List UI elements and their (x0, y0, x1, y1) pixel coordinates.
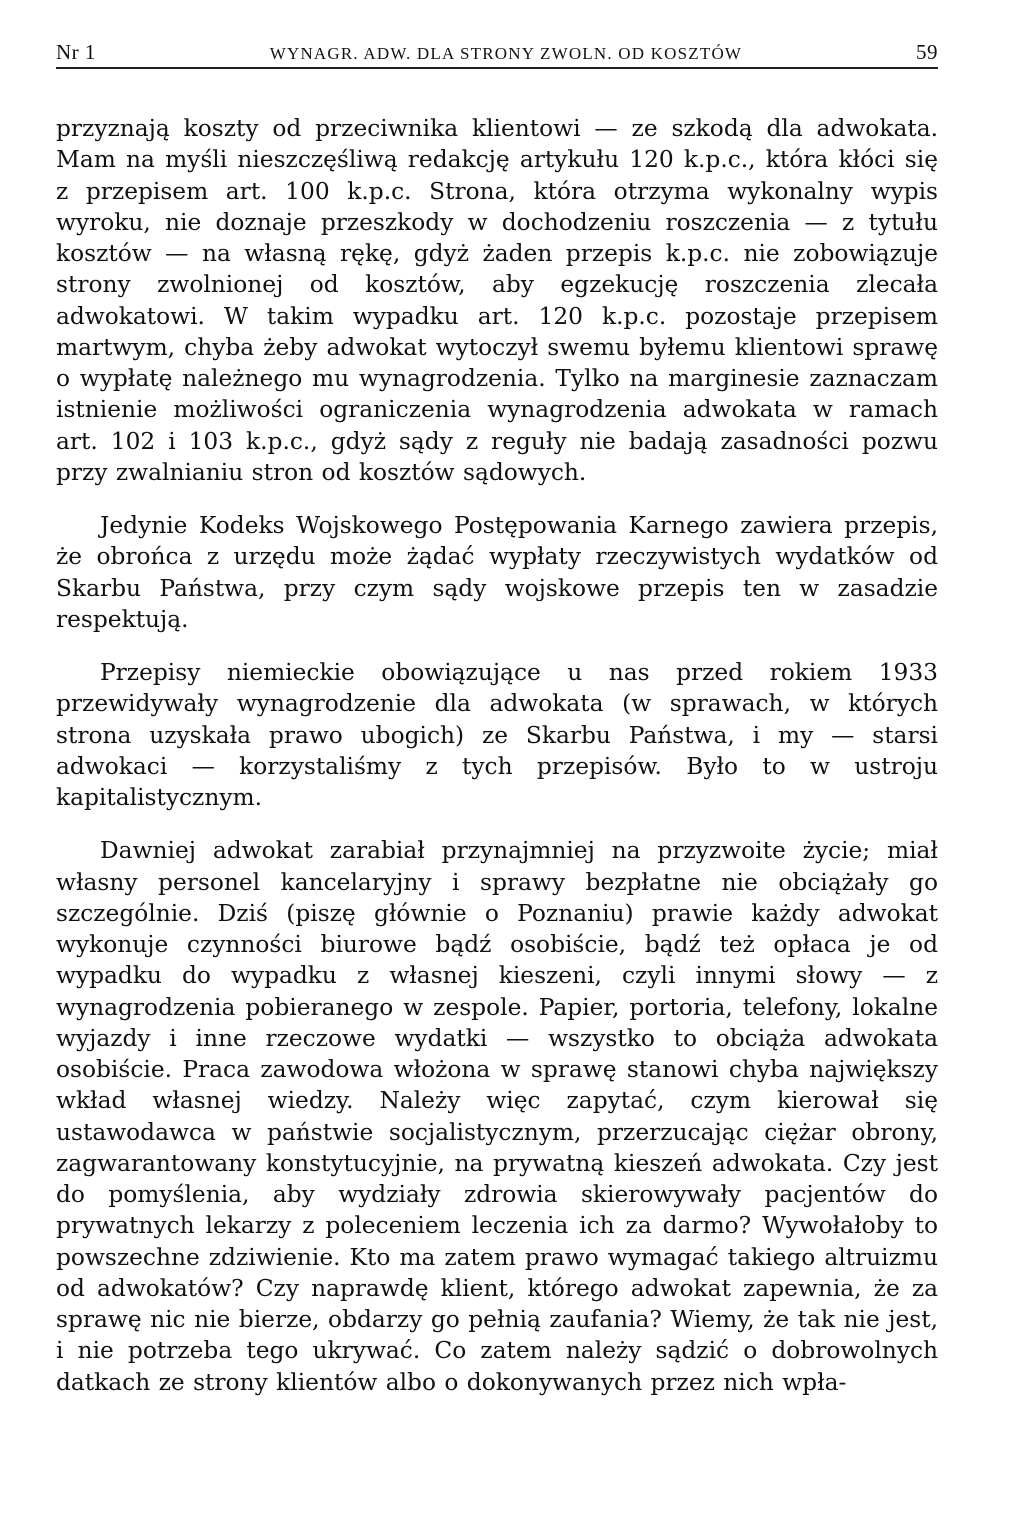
issue-number: Nr 1 (56, 40, 96, 64)
document-page (56, 40, 938, 1420)
paragraph-3: Przepisy niemieckie obowiązujące u nas przed rokiem 1933 przewidywały wynagrodzenie dla adwokata (w sprawach, w których strona uzyskała prawo ubogich) ze Skarbu Państwa, i my — starsi adwokaci — korzystaliśmy z tych przepisów. Było to w ustroju kapitalistycznym. (56, 659, 938, 811)
paragraph-4: Dawniej adwokat zarabiał przynajmniej na przyzwoite życie; miał własny personel kancelaryjny i sprawy bezpłatne nie obciążały go szczególnie. Dziś (piszę głównie o Poznaniu) prawie każdy adwokat wykonuje czynności biurowe bądź osobiście, bądź też opłaca je od wypadku do wypadku z własnej kieszeni, czyli innymi słowy — z wynagrodzenia pobieranego w zespole. Papier, portoria, telefony, lokalne wyjazdy i inne rzeczowe wydatki — wszystko to obciąża adwokata osobiście. Praca zawodowa włożona w sprawę stanowi chyba największy wkład własnej wiedzy. Należy więc zapytać, czym kierował się ustawodawca w państwie socjalistycznym, przerzucając ciężar obrony, zagwarantowany konstytucyjnie, na prywatną kieszeń adwokata. Czy jest do pomyślenia, aby wydziały zdrowia skierowywały pacjentów do prywatnych lekarzy z poleceniem leczenia ich za darmo? Wywołałoby to powszechne zdziwienie. Kto ma zatem prawo wymagać takiego altruizmu od adwokatów? Czy naprawdę klient, którego adwokat zapewnia, że za sprawę nic nie bierze, obdarzy go pełnią zaufania? Wiemy, że tak nie jest, i nie potrzeba tego ukrywać. Co zatem należy sądzić o dobrowolnych datkach ze strony klientów albo o dokonywanych przez nich wpła- (56, 837, 938, 1396)
page-number: 59 (916, 40, 938, 64)
paragraph-2: Jedynie Kodeks Wojskowego Postępowania Karnego zawiera przepis, że obrońca z urzędu może żądać wypłaty rzeczywistych wydatków od Skarbu Państwa, przy czym sądy wojskowe przepis ten w zasadzie respektują. (56, 512, 938, 633)
running-title: WYNAGR. ADW. DLA STRONY ZWOLN. OD KOSZTÓW (269, 44, 743, 63)
paragraph-1: przyznają koszty od przeciwnika klientowi — ze szkodą dla adwokata. Mam na myśli nieszczęśliwą redakcję artykułu 120 k.p.c., która kłóci się z przepisem art. 100 k.p.c. Strona, która otrzyma wykonalny wypis wyroku, nie doznaje przeszkody w dochodzeniu roszczenia — z tytułu kosztów — na własną rękę, gdyż żaden przepis k.p.c. nie zobowiązuje strony zwolnionej od kosztów, aby egzekucję roszczenia zlecała adwokatowi. W takim wypadku art. 120 k.p.c. pozostaje przepisem martwym, chyba żeby adwokat wytoczył swemu byłemu klientowi sprawę o wypłatę należnego mu wynagrodzenia. Tylko na marginesie zaznaczam istnienie możliwości ograniczenia wynagrodzenia adwokata w ramach art. 102 i 103 k.p.c., gdyż sądy z reguły nie badają zasadności pozwu przy zwalnianiu stron od kosztów sądowych. (56, 115, 938, 486)
running-header (56, 40, 938, 69)
